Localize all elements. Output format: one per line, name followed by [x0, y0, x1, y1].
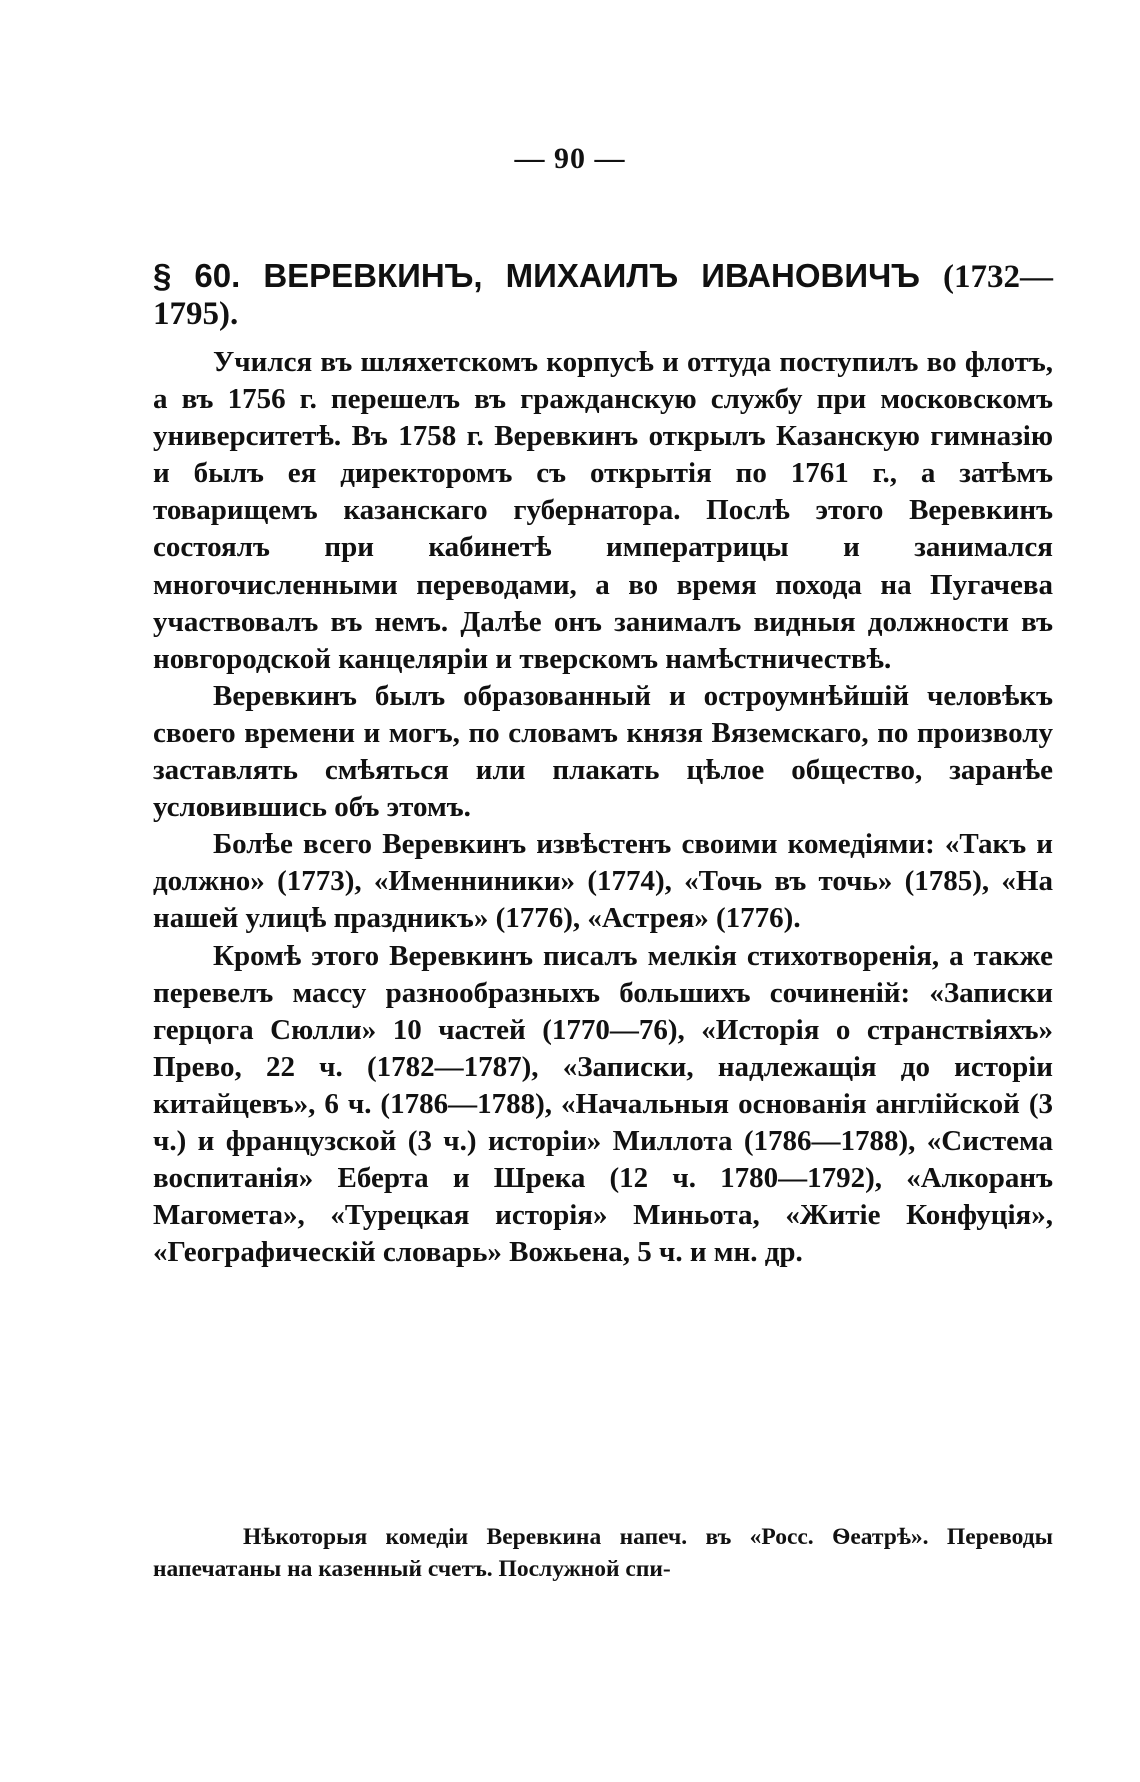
paragraph-character: Веревкинъ былъ образованный и остроумнѣйшій человѣкъ своего времени и могъ, по словамъ князя Вяземскаго, по произволу заставлять смѣяться или плакать цѣлое общество, заранѣе условившись объ этомъ. — [153, 679, 1053, 824]
body-text — [153, 344, 1053, 1271]
paragraph-biography: Учился въ шляхетскомъ корпусѣ и оттуда поступилъ во флотъ, а въ 1756 г. перешелъ въ гражданскую службу при московскомъ университетѣ. Въ 1758 г. Веревкинъ открылъ Казанскую гимназію и былъ ея директоромъ съ открытія по 1761 г., а затѣмъ товарищемъ казанскаго губернатора. Послѣ этого Веревкинъ состоялъ при кабинетѣ императрицы и занимался многочисленными переводами, а во время похода на Пугачева участвовалъ въ немъ. Далѣе онъ занималъ видныя должности въ новгородской канцеляріи и тверскомъ намѣстничествѣ. — [153, 346, 1053, 675]
section-heading-name: § 60. ВЕРЕВКИНЪ, МИХАИЛЪ ИВАНОВИЧЪ — [153, 257, 920, 294]
footnote-text: Нѣкоторыя комедіи Веревкина напеч. въ «Росс. Ѳеатрѣ». Переводы напечатаны на казенный счетъ. Послужной спи- — [153, 1524, 1053, 1582]
footnote — [153, 1521, 1053, 1585]
paragraph-comedies: Болѣе всего Веревкинъ извѣстенъ своими комедіями: «Такъ и должно» (1773), «Именниники» (1774), «Точь въ точь» (1785), «На нашей улицѣ праздникъ» (1776), «Астрея» (1776). — [153, 828, 1053, 935]
section-heading — [153, 258, 1053, 332]
paragraph-translations: Кромѣ этого Веревкинъ писалъ мелкія стихотворенія, а также перевелъ массу разнообразныхъ большихъ сочиненій: «Записки герцога Сюлли» 10 частей (1770—76), «Исторія о странствіяхъ» Прево, 22 ч. (1782—1787), «Записки, надлежащія до исторіи китайцевъ», 6 ч. (1786—1788), «Начальныя основанія англійской (3 ч.) и французской (3 ч.) исторіи» Миллота (1786—1788), «Система воспитанія» Еберта и Шрека (12 ч. 1780—1792), «Алкоранъ Магомета», «Турецкая исторія» Миньота, «Житіе Конфуція», «Географическій словарь» Вожьена, 5 ч. и мн. др. — [153, 939, 1053, 1269]
section-heading-years: (1732—1795). — [153, 259, 1053, 332]
page-number: — 90 — — [514, 142, 626, 175]
